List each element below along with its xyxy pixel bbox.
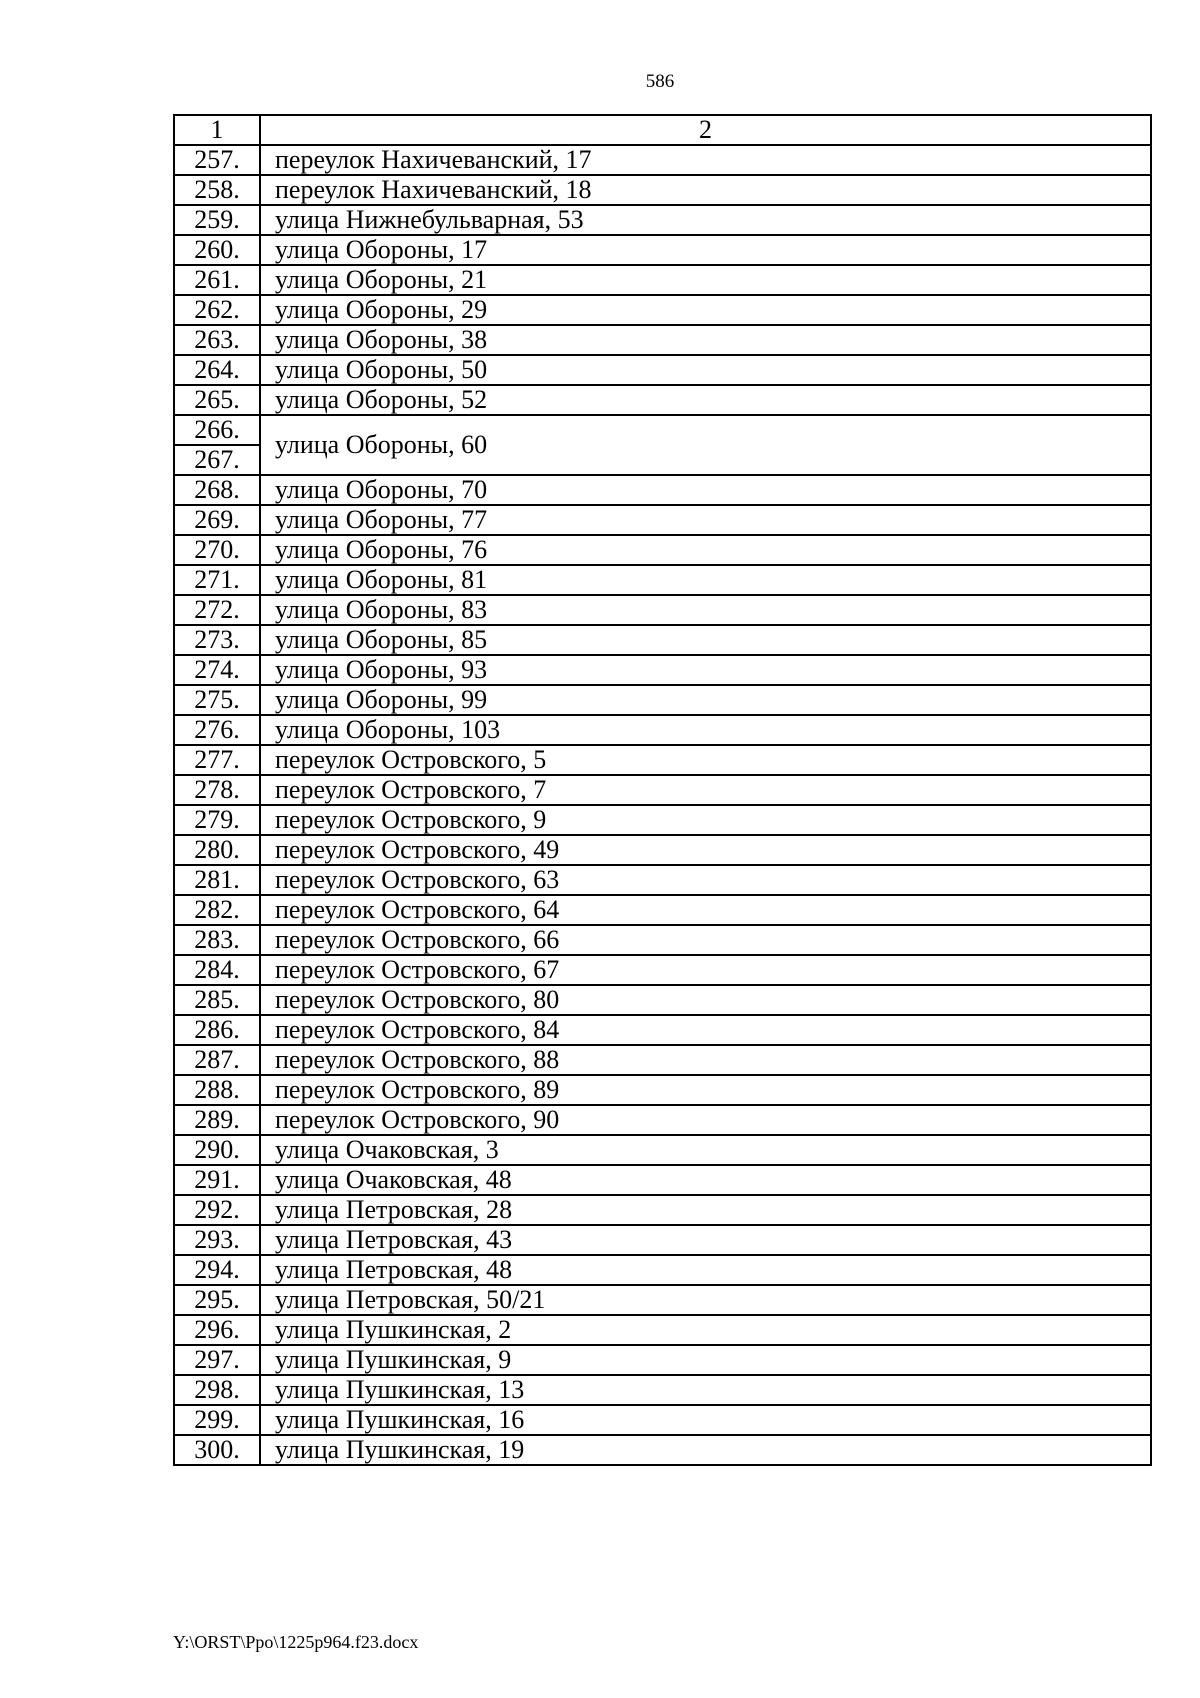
row-address: переулок Нахичеванский, 17 [260, 145, 1151, 175]
row-address: улица Обороны, 52 [260, 385, 1151, 415]
table-row [174, 265, 1151, 295]
table-row [174, 145, 1151, 175]
row-number: 287. [174, 1045, 260, 1075]
row-address: улица Обороны, 103 [260, 715, 1151, 745]
row-address: переулок Островского, 88 [260, 1045, 1151, 1075]
row-number: 269. [174, 505, 260, 535]
row-address: переулок Островского, 80 [260, 985, 1151, 1015]
row-number: 261. [174, 265, 260, 295]
row-number: 278. [174, 775, 260, 805]
table-row [174, 505, 1151, 535]
row-number: 299. [174, 1405, 260, 1435]
table-row [174, 535, 1151, 565]
row-number: 266. [174, 415, 260, 445]
row-number: 297. [174, 1345, 260, 1375]
row-number: 274. [174, 655, 260, 685]
row-address: улица Обороны, 81 [260, 565, 1151, 595]
row-number: 289. [174, 1105, 260, 1135]
table-row [174, 295, 1151, 325]
table-row [174, 1285, 1151, 1315]
table-row [174, 715, 1151, 745]
row-address: улица Петровская, 48 [260, 1255, 1151, 1285]
row-number: 275. [174, 685, 260, 715]
table-row [174, 1225, 1151, 1255]
row-address: улица Обороны, 50 [260, 355, 1151, 385]
page-number: 586 [645, 71, 675, 92]
row-number: 271. [174, 565, 260, 595]
row-address: переулок Островского, 89 [260, 1075, 1151, 1105]
table-row [174, 985, 1151, 1015]
row-number: 285. [174, 985, 260, 1015]
row-number: 259. [174, 205, 260, 235]
row-number: 295. [174, 1285, 260, 1315]
table-row [174, 865, 1151, 895]
table-row [174, 655, 1151, 685]
table-row [174, 1345, 1151, 1375]
row-number: 288. [174, 1075, 260, 1105]
row-address: улица Обороны, 99 [260, 685, 1151, 715]
table-row [174, 205, 1151, 235]
row-address: улица Пушкинская, 9 [260, 1345, 1151, 1375]
row-number: 292. [174, 1195, 260, 1225]
row-number: 279. [174, 805, 260, 835]
table-row [174, 355, 1151, 385]
table-row [174, 1045, 1151, 1075]
row-address: улица Петровская, 43 [260, 1225, 1151, 1255]
row-number: 298. [174, 1375, 260, 1405]
table-row [174, 1015, 1151, 1045]
row-number: 258. [174, 175, 260, 205]
row-number: 277. [174, 745, 260, 775]
row-address: переулок Островского, 49 [260, 835, 1151, 865]
table-row [174, 955, 1151, 985]
row-address: переулок Островского, 7 [260, 775, 1151, 805]
row-number: 267. [174, 445, 260, 475]
table-row [174, 775, 1151, 805]
row-number: 280. [174, 835, 260, 865]
row-address: переулок Островского, 64 [260, 895, 1151, 925]
row-number: 276. [174, 715, 260, 745]
row-number: 283. [174, 925, 260, 955]
table-row [174, 595, 1151, 625]
table-row [174, 235, 1151, 265]
row-address: улица Обороны, 83 [260, 595, 1151, 625]
table-row [174, 385, 1151, 415]
row-address: переулок Островского, 5 [260, 745, 1151, 775]
row-address: улица Обороны, 77 [260, 505, 1151, 535]
table-row [174, 685, 1151, 715]
row-address: улица Обороны, 38 [260, 325, 1151, 355]
table-row [174, 475, 1151, 505]
row-address: улица Обороны, 85 [260, 625, 1151, 655]
row-number: 281. [174, 865, 260, 895]
row-number: 291. [174, 1165, 260, 1195]
row-address: улица Петровская, 50/21 [260, 1285, 1151, 1315]
row-address: переулок Островского, 66 [260, 925, 1151, 955]
table-row [174, 1165, 1151, 1195]
table-row [174, 895, 1151, 925]
address-table [173, 114, 1152, 1466]
row-address: переулок Островского, 63 [260, 865, 1151, 895]
row-number: 264. [174, 355, 260, 385]
row-number: 296. [174, 1315, 260, 1345]
table-row [174, 805, 1151, 835]
row-number: 260. [174, 235, 260, 265]
row-address: переулок Нахичеванский, 18 [260, 175, 1151, 205]
row-address: улица Обороны, 70 [260, 475, 1151, 505]
footer-file-path: Y:\ORST\Ppo\1225p964.f23.docx [173, 1632, 419, 1652]
row-address: улица Петровская, 28 [260, 1195, 1151, 1225]
row-address: переулок Островского, 9 [260, 805, 1151, 835]
table-row [174, 1315, 1151, 1345]
table-row [174, 1435, 1151, 1465]
table-header-row [174, 115, 1151, 145]
row-number: 282. [174, 895, 260, 925]
row-number: 293. [174, 1225, 260, 1255]
row-address: улица Нижнебульварная, 53 [260, 205, 1151, 235]
row-number: 263. [174, 325, 260, 355]
row-address: улица Обороны, 93 [260, 655, 1151, 685]
row-number: 272. [174, 595, 260, 625]
row-number: 265. [174, 385, 260, 415]
row-number: 284. [174, 955, 260, 985]
row-number: 294. [174, 1255, 260, 1285]
row-address: переулок Островского, 84 [260, 1015, 1151, 1045]
row-address: улица Пушкинская, 2 [260, 1315, 1151, 1345]
table-row [174, 835, 1151, 865]
row-address: улица Пушкинская, 13 [260, 1375, 1151, 1405]
row-number: 273. [174, 625, 260, 655]
row-address: переулок Островского, 67 [260, 955, 1151, 985]
table-row [174, 415, 1151, 445]
header-col-1: 1 [174, 115, 260, 145]
table-row [174, 175, 1151, 205]
row-address: улица Обороны, 60 [260, 415, 1151, 475]
table-row [174, 1075, 1151, 1105]
row-address: улица Пушкинская, 16 [260, 1405, 1151, 1435]
table-row [174, 625, 1151, 655]
row-address: улица Пушкинская, 19 [260, 1435, 1151, 1465]
table-row [174, 1255, 1151, 1285]
table-row [174, 1375, 1151, 1405]
row-number: 270. [174, 535, 260, 565]
row-number: 257. [174, 145, 260, 175]
row-address: улица Обороны, 29 [260, 295, 1151, 325]
row-number: 262. [174, 295, 260, 325]
row-number: 300. [174, 1435, 260, 1465]
table-row [174, 1405, 1151, 1435]
table-row [174, 565, 1151, 595]
table-row [174, 1195, 1151, 1225]
row-address: улица Обороны, 76 [260, 535, 1151, 565]
row-address: улица Очаковская, 3 [260, 1135, 1151, 1165]
row-number: 268. [174, 475, 260, 505]
table-row [174, 925, 1151, 955]
row-number: 290. [174, 1135, 260, 1165]
table-row [174, 325, 1151, 355]
table-row [174, 1105, 1151, 1135]
row-number: 286. [174, 1015, 260, 1045]
row-address: переулок Островского, 90 [260, 1105, 1151, 1135]
row-address: улица Обороны, 21 [260, 265, 1151, 295]
table-row [174, 1135, 1151, 1165]
header-col-2: 2 [260, 115, 1151, 145]
table-row [174, 745, 1151, 775]
row-address: улица Обороны, 17 [260, 235, 1151, 265]
row-address: улица Очаковская, 48 [260, 1165, 1151, 1195]
